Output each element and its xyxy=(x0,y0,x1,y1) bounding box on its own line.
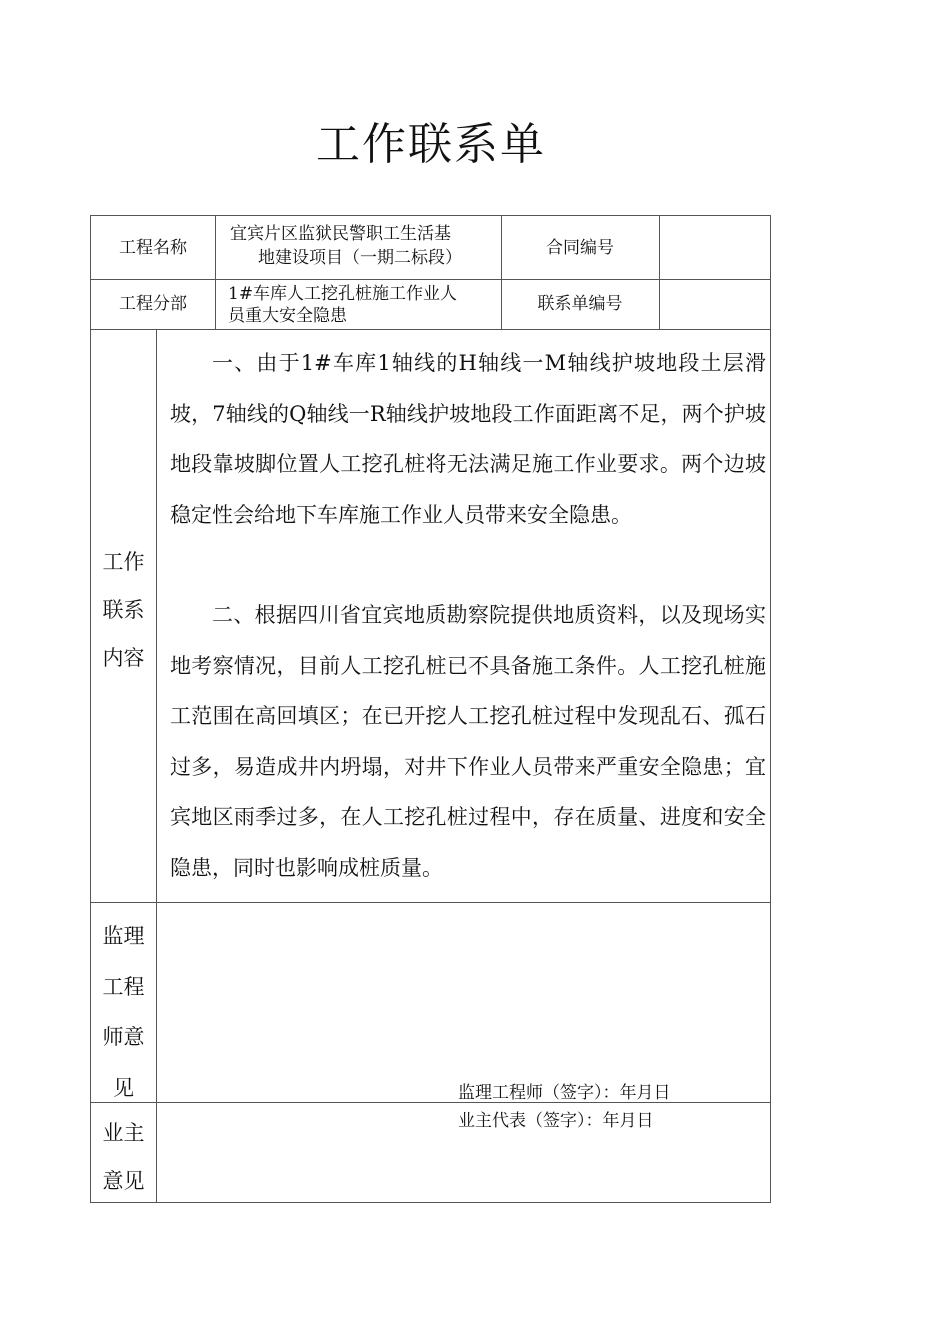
owner-signature-line: 业主代表（签字）：年月日 xyxy=(458,1111,654,1131)
label-line: 师意 xyxy=(102,1025,145,1049)
label-line: 内容 xyxy=(102,646,145,670)
document-title: 工作联系单 xyxy=(316,119,546,170)
content-paragraph-2: 二、根据四川省宜宾地质勘察院提供地质资料，以及现场实地考察情况，目前人工挖孔桩已不具备施工条件。人工挖孔桩施工范围在高回填区；在已开挖人工挖孔桩过程中发现乱石、孤石过多，易造成井内坍塌，对井下作业人员带来严重安全隐患；宜宾地区雨季过多，在人工挖孔桩过程中，存在质量、进度和安全隐患，同时也影响成桩质量。 xyxy=(170,603,766,880)
label-line: 工作 xyxy=(102,550,145,574)
label-line: 意见 xyxy=(102,1169,145,1193)
sub-project-line: 员重大安全隐患 xyxy=(228,306,347,326)
contact-no-value xyxy=(659,279,770,329)
row-divider xyxy=(91,329,770,330)
contract-no-label: 合同编号 xyxy=(546,237,614,258)
content-label xyxy=(91,538,156,682)
sub-project-line: 1#车库人工挖孔桩施工作业人 xyxy=(228,284,458,304)
label-line: 联系 xyxy=(102,598,145,622)
label-line: 工程 xyxy=(102,974,145,999)
supervisor-opinion-label xyxy=(91,911,156,1113)
contract-no-value xyxy=(659,216,770,279)
row-divider xyxy=(91,902,770,903)
label-line: 监理 xyxy=(102,924,145,948)
project-name-value xyxy=(215,216,501,279)
col-divider xyxy=(156,329,157,1202)
supervisor-signature-line: 监理工程师（签字）：年月日 xyxy=(458,1083,671,1103)
project-name-line: 宜宾片区监狱民警职工生活基 xyxy=(230,224,451,244)
project-name-line: 地建设项目（一期二标段） xyxy=(258,248,462,268)
sub-project-value xyxy=(215,279,501,329)
contact-no-label: 联系单编号 xyxy=(537,294,623,314)
sub-project-label: 工程分部 xyxy=(119,294,187,314)
content-paragraph-1: 一、由于1#车库1轴线的H轴线一M轴线护坡地段土层滑坡，7轴线的Q轴线一R轴线护坡地段工作面距离不足，两个护坡地段靠坡脚位置人工挖孔桩将无法满足施工作业要求。两个边坡稳定性会给地下车库施工作业人员带来安全隐患。 xyxy=(170,351,766,527)
contact-form-table xyxy=(90,215,771,1203)
owner-opinion-label xyxy=(91,1109,156,1205)
project-name-label: 工程名称 xyxy=(119,237,187,258)
label-line: 见 xyxy=(113,1075,134,1100)
label-line: 业主 xyxy=(102,1121,145,1145)
